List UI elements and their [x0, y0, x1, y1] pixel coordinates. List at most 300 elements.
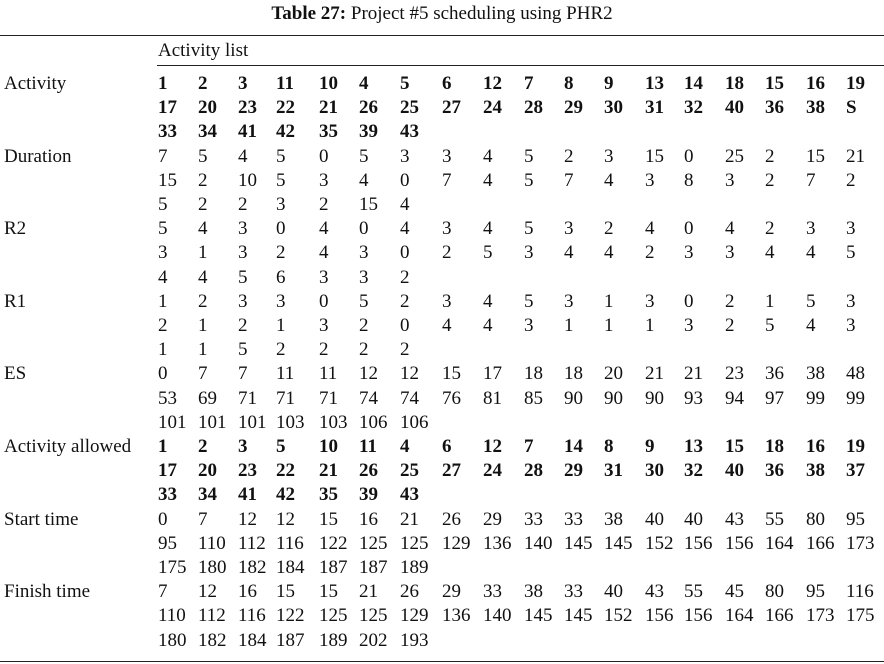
table-cell: 31 — [604, 460, 623, 482]
table-cell: 29 — [564, 97, 583, 119]
table-cell: 99 — [806, 387, 825, 409]
table-cell: S — [846, 97, 857, 119]
table-cell: 2 — [198, 169, 208, 191]
table-cell: 80 — [765, 581, 784, 603]
table-cell: 43 — [725, 508, 744, 530]
table-cell: 2 — [198, 290, 208, 312]
table-cell: 2 — [198, 73, 208, 94]
table-cell: 12 — [483, 73, 502, 94]
row-label: Activity — [4, 73, 67, 94]
table-cell: 4 — [359, 169, 369, 191]
table-cell: 80 — [806, 508, 825, 530]
table-cell: 3 — [524, 242, 534, 264]
table-cell: 189 — [319, 629, 348, 651]
table-cell: 202 — [359, 629, 388, 651]
table-cell: 17 — [158, 97, 177, 119]
table-cell: 2 — [319, 194, 329, 215]
table-cell: 39 — [359, 484, 378, 506]
table-cell: 3 — [400, 145, 410, 167]
table-cell: 0 — [319, 290, 329, 312]
table-cell: 125 — [400, 532, 429, 554]
table-cell: 36 — [765, 97, 784, 119]
table-cell: 33 — [564, 508, 583, 530]
table-cell: 12 — [400, 363, 419, 385]
table-cell: 21 — [319, 97, 338, 119]
table-cell: 4 — [359, 73, 369, 94]
table-cell: 2 — [319, 339, 329, 361]
table-cell: 17 — [483, 363, 502, 385]
table-cell: 140 — [483, 605, 512, 627]
table-cell: 189 — [400, 557, 429, 578]
table-cell: 38 — [806, 460, 825, 482]
table-cell: 12 — [276, 508, 295, 530]
table-cell: 1 — [645, 315, 655, 336]
table-number: Table 27: — [271, 3, 347, 24]
table-cell: 6 — [442, 436, 452, 457]
table-cell: 3 — [645, 290, 655, 312]
table-cell: 23 — [725, 363, 744, 385]
table-cell: 15 — [765, 73, 784, 94]
table-cell: 4 — [400, 218, 410, 240]
table-cell: 26 — [400, 581, 419, 603]
table-cell: 0 — [158, 363, 168, 385]
table-cell: 95 — [806, 581, 825, 603]
table-cell: 2 — [400, 339, 410, 361]
table-cell: 40 — [645, 508, 664, 530]
table-cell: 39 — [359, 121, 378, 143]
table-cell: 3 — [564, 218, 574, 240]
table-cell: 4 — [604, 242, 614, 264]
table-cell: 36 — [765, 460, 784, 482]
table-cell: 15 — [319, 508, 338, 530]
table-cell: 9 — [645, 436, 655, 457]
table-cell: 24 — [483, 97, 502, 119]
table-cell: 31 — [645, 97, 664, 119]
table-cell: 4 — [238, 145, 248, 167]
table-cell: 3 — [276, 290, 286, 312]
table-cell: 3 — [276, 194, 286, 215]
table-cell: 2 — [765, 169, 775, 191]
table-cell: 12 — [359, 363, 378, 385]
table-cell: 3 — [725, 242, 735, 264]
table-cell: 1 — [158, 339, 168, 361]
table-cell: 2 — [725, 315, 735, 336]
table-cell: 1 — [564, 315, 574, 336]
table-cell: 3 — [359, 242, 369, 264]
table-cell: 1 — [276, 315, 286, 336]
table-cell: 164 — [765, 532, 794, 554]
table-cell: 10 — [319, 73, 338, 94]
table-cell: 3 — [319, 315, 329, 336]
table-cell: 38 — [806, 97, 825, 119]
table-cell: 156 — [645, 605, 674, 627]
table-cell: 4 — [483, 169, 493, 191]
table-cell: 43 — [645, 581, 664, 603]
table-cell: 116 — [238, 605, 266, 627]
table-cell: 0 — [158, 508, 168, 530]
table-cell: 193 — [400, 629, 429, 651]
table-cell: 94 — [725, 387, 744, 409]
table-cell: 3 — [684, 242, 694, 264]
table-cell: 4 — [483, 218, 493, 240]
table-cell: 3 — [846, 290, 856, 312]
table-cell: 1 — [158, 290, 168, 312]
table-cell: 187 — [319, 557, 348, 578]
table-cell: 7 — [198, 508, 208, 530]
table-cell: 2 — [158, 315, 168, 336]
table-cell: 95 — [846, 508, 865, 530]
table-cell: 2 — [359, 339, 369, 361]
table-cell: 0 — [684, 290, 694, 312]
table-cell: 12 — [483, 436, 502, 457]
table-cell: 16 — [806, 73, 825, 94]
table-cell: 15 — [645, 145, 664, 167]
table-cell: 5 — [359, 145, 369, 167]
table-cell: 110 — [198, 532, 226, 554]
table-cell: 5 — [524, 145, 534, 167]
table-cell: 41 — [238, 484, 257, 506]
table-cell: 8 — [564, 73, 574, 94]
table-cell: 40 — [725, 460, 744, 482]
table-cell: 1 — [158, 73, 168, 94]
table-cell: 14 — [564, 436, 583, 457]
table-cell: 22 — [276, 97, 295, 119]
table-cell: 15 — [359, 194, 378, 215]
table-cell: 4 — [400, 194, 410, 215]
table-cell: 136 — [483, 532, 512, 554]
table-cell: 3 — [158, 242, 168, 264]
table-cell: 16 — [359, 508, 378, 530]
table-cell: 3 — [684, 315, 694, 336]
table-cell: 12 — [238, 508, 257, 530]
table-cell: 74 — [359, 387, 378, 409]
table-cell: 2 — [276, 242, 286, 264]
table-cell: 90 — [645, 387, 664, 409]
table-cell: 5 — [524, 169, 534, 191]
table-cell: 33 — [158, 121, 177, 143]
table-cell: 15 — [442, 363, 461, 385]
row-label: R2 — [4, 218, 27, 240]
table-cell: 42 — [276, 121, 295, 143]
table-cell: 5 — [359, 290, 369, 312]
table-cell: 175 — [846, 605, 875, 627]
table-cell: 48 — [846, 363, 865, 385]
table-cell: 3 — [806, 218, 816, 240]
table-cell: 3 — [846, 218, 856, 240]
table-cell: 27 — [442, 97, 461, 119]
table-cell: 5 — [276, 436, 286, 457]
table-cell: 16 — [806, 436, 825, 457]
table-cell: 7 — [806, 169, 816, 191]
table-cell: 4 — [645, 218, 655, 240]
table-cell: 18 — [564, 363, 583, 385]
table-cell: 21 — [400, 508, 419, 530]
table-cell: 71 — [319, 387, 338, 409]
table-cell: 40 — [604, 581, 623, 603]
table-cell: 7 — [158, 145, 168, 167]
table-cell: 36 — [765, 363, 784, 385]
table-cell: 5 — [238, 266, 248, 288]
table-cell: 15 — [806, 145, 825, 167]
table-cell: 5 — [400, 73, 410, 94]
table-cell: 166 — [765, 605, 794, 627]
header-rule — [157, 65, 884, 66]
table-cell: 8 — [604, 436, 614, 457]
table-cell: 29 — [442, 581, 461, 603]
table-cell: 2 — [400, 290, 410, 312]
table-cell: 40 — [684, 508, 703, 530]
table-cell: 129 — [442, 532, 471, 554]
table-cell: 173 — [846, 532, 875, 554]
table-cell: 25 — [725, 145, 744, 167]
table-cell: 5 — [276, 145, 286, 167]
table-cell: 97 — [765, 387, 784, 409]
top-rule — [0, 35, 884, 36]
table-cell: 145 — [604, 532, 633, 554]
table-cell: 20 — [198, 460, 217, 482]
table-cell: 5 — [524, 218, 534, 240]
row-label: Duration — [4, 145, 72, 167]
table-cell: 20 — [198, 97, 217, 119]
table-cell: 4 — [604, 169, 614, 191]
table-cell: 4 — [483, 145, 493, 167]
table-cell: 16 — [238, 581, 257, 603]
table-cell: 112 — [238, 532, 266, 554]
table-cell: 3 — [725, 169, 735, 191]
table-cell: 85 — [524, 387, 543, 409]
table-cell: 3 — [359, 266, 369, 288]
table-cell: 93 — [684, 387, 703, 409]
table-title — [0, 2, 884, 26]
table-cell: 2 — [238, 315, 248, 336]
table-cell: 2 — [645, 242, 655, 264]
table-cell: 187 — [359, 557, 388, 578]
table-cell: 29 — [564, 460, 583, 482]
table-cell: 3 — [238, 436, 248, 457]
table-cell: 4 — [483, 315, 493, 336]
table-cell: 29 — [483, 508, 502, 530]
table-cell: 76 — [442, 387, 461, 409]
table-cell: 182 — [198, 629, 227, 651]
table-cell: 27 — [442, 460, 461, 482]
table-cell: 43 — [400, 121, 419, 143]
table-cell: 3 — [238, 242, 248, 264]
table-cell: 112 — [198, 605, 226, 627]
table-cell: 24 — [483, 460, 502, 482]
table-cell: 106 — [359, 411, 388, 433]
table-cell: 19 — [846, 73, 865, 94]
table-cell: 3 — [524, 315, 534, 336]
table-cell: 25 — [400, 97, 419, 119]
table-cell: 18 — [524, 363, 543, 385]
table-cell: 7 — [524, 73, 534, 94]
table-caption: Project #5 scheduling using PHR2 — [350, 3, 613, 24]
activity-list-header: Activity list — [158, 40, 249, 61]
table-cell: 3 — [319, 266, 329, 288]
table-cell: 32 — [684, 97, 703, 119]
table-cell: 4 — [198, 218, 208, 240]
table-cell: 15 — [319, 581, 338, 603]
table-cell: 5 — [483, 242, 493, 264]
table-cell: 28 — [524, 97, 543, 119]
table-cell: 34 — [198, 121, 217, 143]
table-cell: 95 — [158, 532, 177, 554]
table-cell: 173 — [806, 605, 835, 627]
table-cell: 11 — [359, 436, 377, 457]
table-cell: 4 — [564, 242, 574, 264]
table-cell: 26 — [442, 508, 461, 530]
table-cell: 116 — [276, 532, 304, 554]
table-cell: 20 — [604, 363, 623, 385]
table-cell: 33 — [524, 508, 543, 530]
table-cell: 101 — [238, 411, 267, 433]
table-cell: 101 — [198, 411, 227, 433]
table-cell: 41 — [238, 121, 257, 143]
table-cell: 4 — [319, 218, 329, 240]
table-cell: 3 — [846, 315, 856, 336]
table-cell: 71 — [238, 387, 257, 409]
table-cell: 156 — [684, 532, 713, 554]
table-cell: 38 — [524, 581, 543, 603]
table-cell: 1 — [765, 290, 775, 312]
table-cell: 184 — [276, 557, 305, 578]
table-cell: 3 — [238, 290, 248, 312]
table-cell: 6 — [442, 73, 452, 94]
table-cell: 6 — [276, 266, 286, 288]
table-cell: 7 — [442, 169, 452, 191]
table-cell: 5 — [846, 242, 856, 264]
table-cell: 156 — [725, 532, 754, 554]
table-cell: 4 — [158, 266, 168, 288]
table-cell: 180 — [158, 629, 187, 651]
table-cell: 23 — [238, 97, 257, 119]
table-cell: 15 — [158, 169, 177, 191]
table-cell: 1 — [198, 242, 208, 264]
table-cell: 2 — [765, 218, 775, 240]
table-cell: 28 — [524, 460, 543, 482]
table-cell: 7 — [238, 363, 248, 385]
table-cell: 34 — [198, 484, 217, 506]
table-cell: 32 — [684, 460, 703, 482]
table-cell: 21 — [684, 363, 703, 385]
table-cell: 30 — [645, 460, 664, 482]
row-label: Start time — [4, 508, 79, 530]
table-cell: 81 — [483, 387, 502, 409]
table-cell: 40 — [725, 97, 744, 119]
table-cell: 7 — [564, 169, 574, 191]
table-cell: 129 — [400, 605, 429, 627]
table-cell: 2 — [564, 145, 574, 167]
table-cell: 4 — [319, 242, 329, 264]
table-cell: 5 — [158, 218, 168, 240]
table-cell: 0 — [684, 218, 694, 240]
table-cell: 53 — [158, 387, 177, 409]
table-cell: 8 — [684, 169, 694, 191]
table-cell: 101 — [158, 411, 187, 433]
table-cell: 1 — [604, 290, 614, 312]
table-cell: 35 — [319, 484, 338, 506]
table-cell: 2 — [846, 169, 856, 191]
table-cell: 18 — [725, 73, 744, 94]
table-cell: 4 — [400, 436, 410, 457]
row-label: R1 — [4, 290, 27, 312]
table-cell: 2 — [400, 266, 410, 288]
table-cell: 4 — [483, 290, 493, 312]
table-cell: 4 — [806, 315, 816, 336]
table-cell: 125 — [359, 605, 388, 627]
table-cell: 15 — [276, 581, 295, 603]
table-cell: 19 — [846, 436, 865, 457]
table-cell: 145 — [564, 532, 593, 554]
table-cell: 3 — [564, 290, 574, 312]
table-cell: 4 — [765, 242, 775, 264]
table-cell: 90 — [564, 387, 583, 409]
table-cell: 145 — [524, 605, 553, 627]
table-cell: 175 — [158, 557, 187, 578]
table-cell: 187 — [276, 629, 305, 651]
table-cell: 0 — [276, 218, 286, 240]
table-cell: 71 — [276, 387, 295, 409]
table-cell: 3 — [238, 218, 248, 240]
table-cell: 5 — [238, 339, 248, 361]
table-cell: 136 — [442, 605, 471, 627]
table-cell: 9 — [604, 73, 614, 94]
table-cell: 33 — [564, 581, 583, 603]
table-cell: 2 — [198, 194, 208, 215]
table-cell: 11 — [276, 363, 295, 385]
table-cell: 152 — [645, 532, 674, 554]
table-cell: 26 — [359, 460, 378, 482]
table-cell: 1 — [158, 436, 168, 457]
table-cell: 5 — [276, 169, 286, 191]
table-cell: 7 — [158, 581, 168, 603]
table-cell: 33 — [158, 484, 177, 506]
table-cell: 5 — [198, 145, 208, 167]
table-cell: 2 — [442, 242, 452, 264]
table-cell: 103 — [276, 411, 305, 433]
table-cell: 13 — [684, 436, 703, 457]
table-cell: 116 — [846, 581, 874, 603]
table-cell: 25 — [400, 460, 419, 482]
table-cell: 145 — [564, 605, 593, 627]
table-cell: 152 — [604, 605, 633, 627]
table-cell: 2 — [198, 436, 208, 457]
table-cell: 38 — [604, 508, 623, 530]
table-cell: 125 — [319, 605, 348, 627]
table-cell: 3 — [238, 73, 248, 94]
table-cell: 166 — [806, 532, 835, 554]
bottom-rule — [0, 661, 884, 662]
table-cell: 35 — [319, 121, 338, 143]
table-cell: 10 — [319, 436, 338, 457]
table-cell: 164 — [725, 605, 754, 627]
table-cell: 74 — [400, 387, 419, 409]
table-cell: 1 — [198, 339, 208, 361]
table-cell: 14 — [684, 73, 703, 94]
table-cell: 37 — [846, 460, 865, 482]
table-cell: 3 — [645, 169, 655, 191]
table-cell: 7 — [524, 436, 534, 457]
table-cell: 2 — [238, 194, 248, 215]
table-cell: 4 — [198, 266, 208, 288]
table-cell: 125 — [359, 532, 388, 554]
table-cell: 0 — [400, 315, 410, 336]
table-cell: 3 — [604, 145, 614, 167]
table-cell: 1 — [198, 315, 208, 336]
table-cell: 17 — [158, 460, 177, 482]
table-cell: 180 — [198, 557, 227, 578]
table-cell: 10 — [238, 169, 257, 191]
